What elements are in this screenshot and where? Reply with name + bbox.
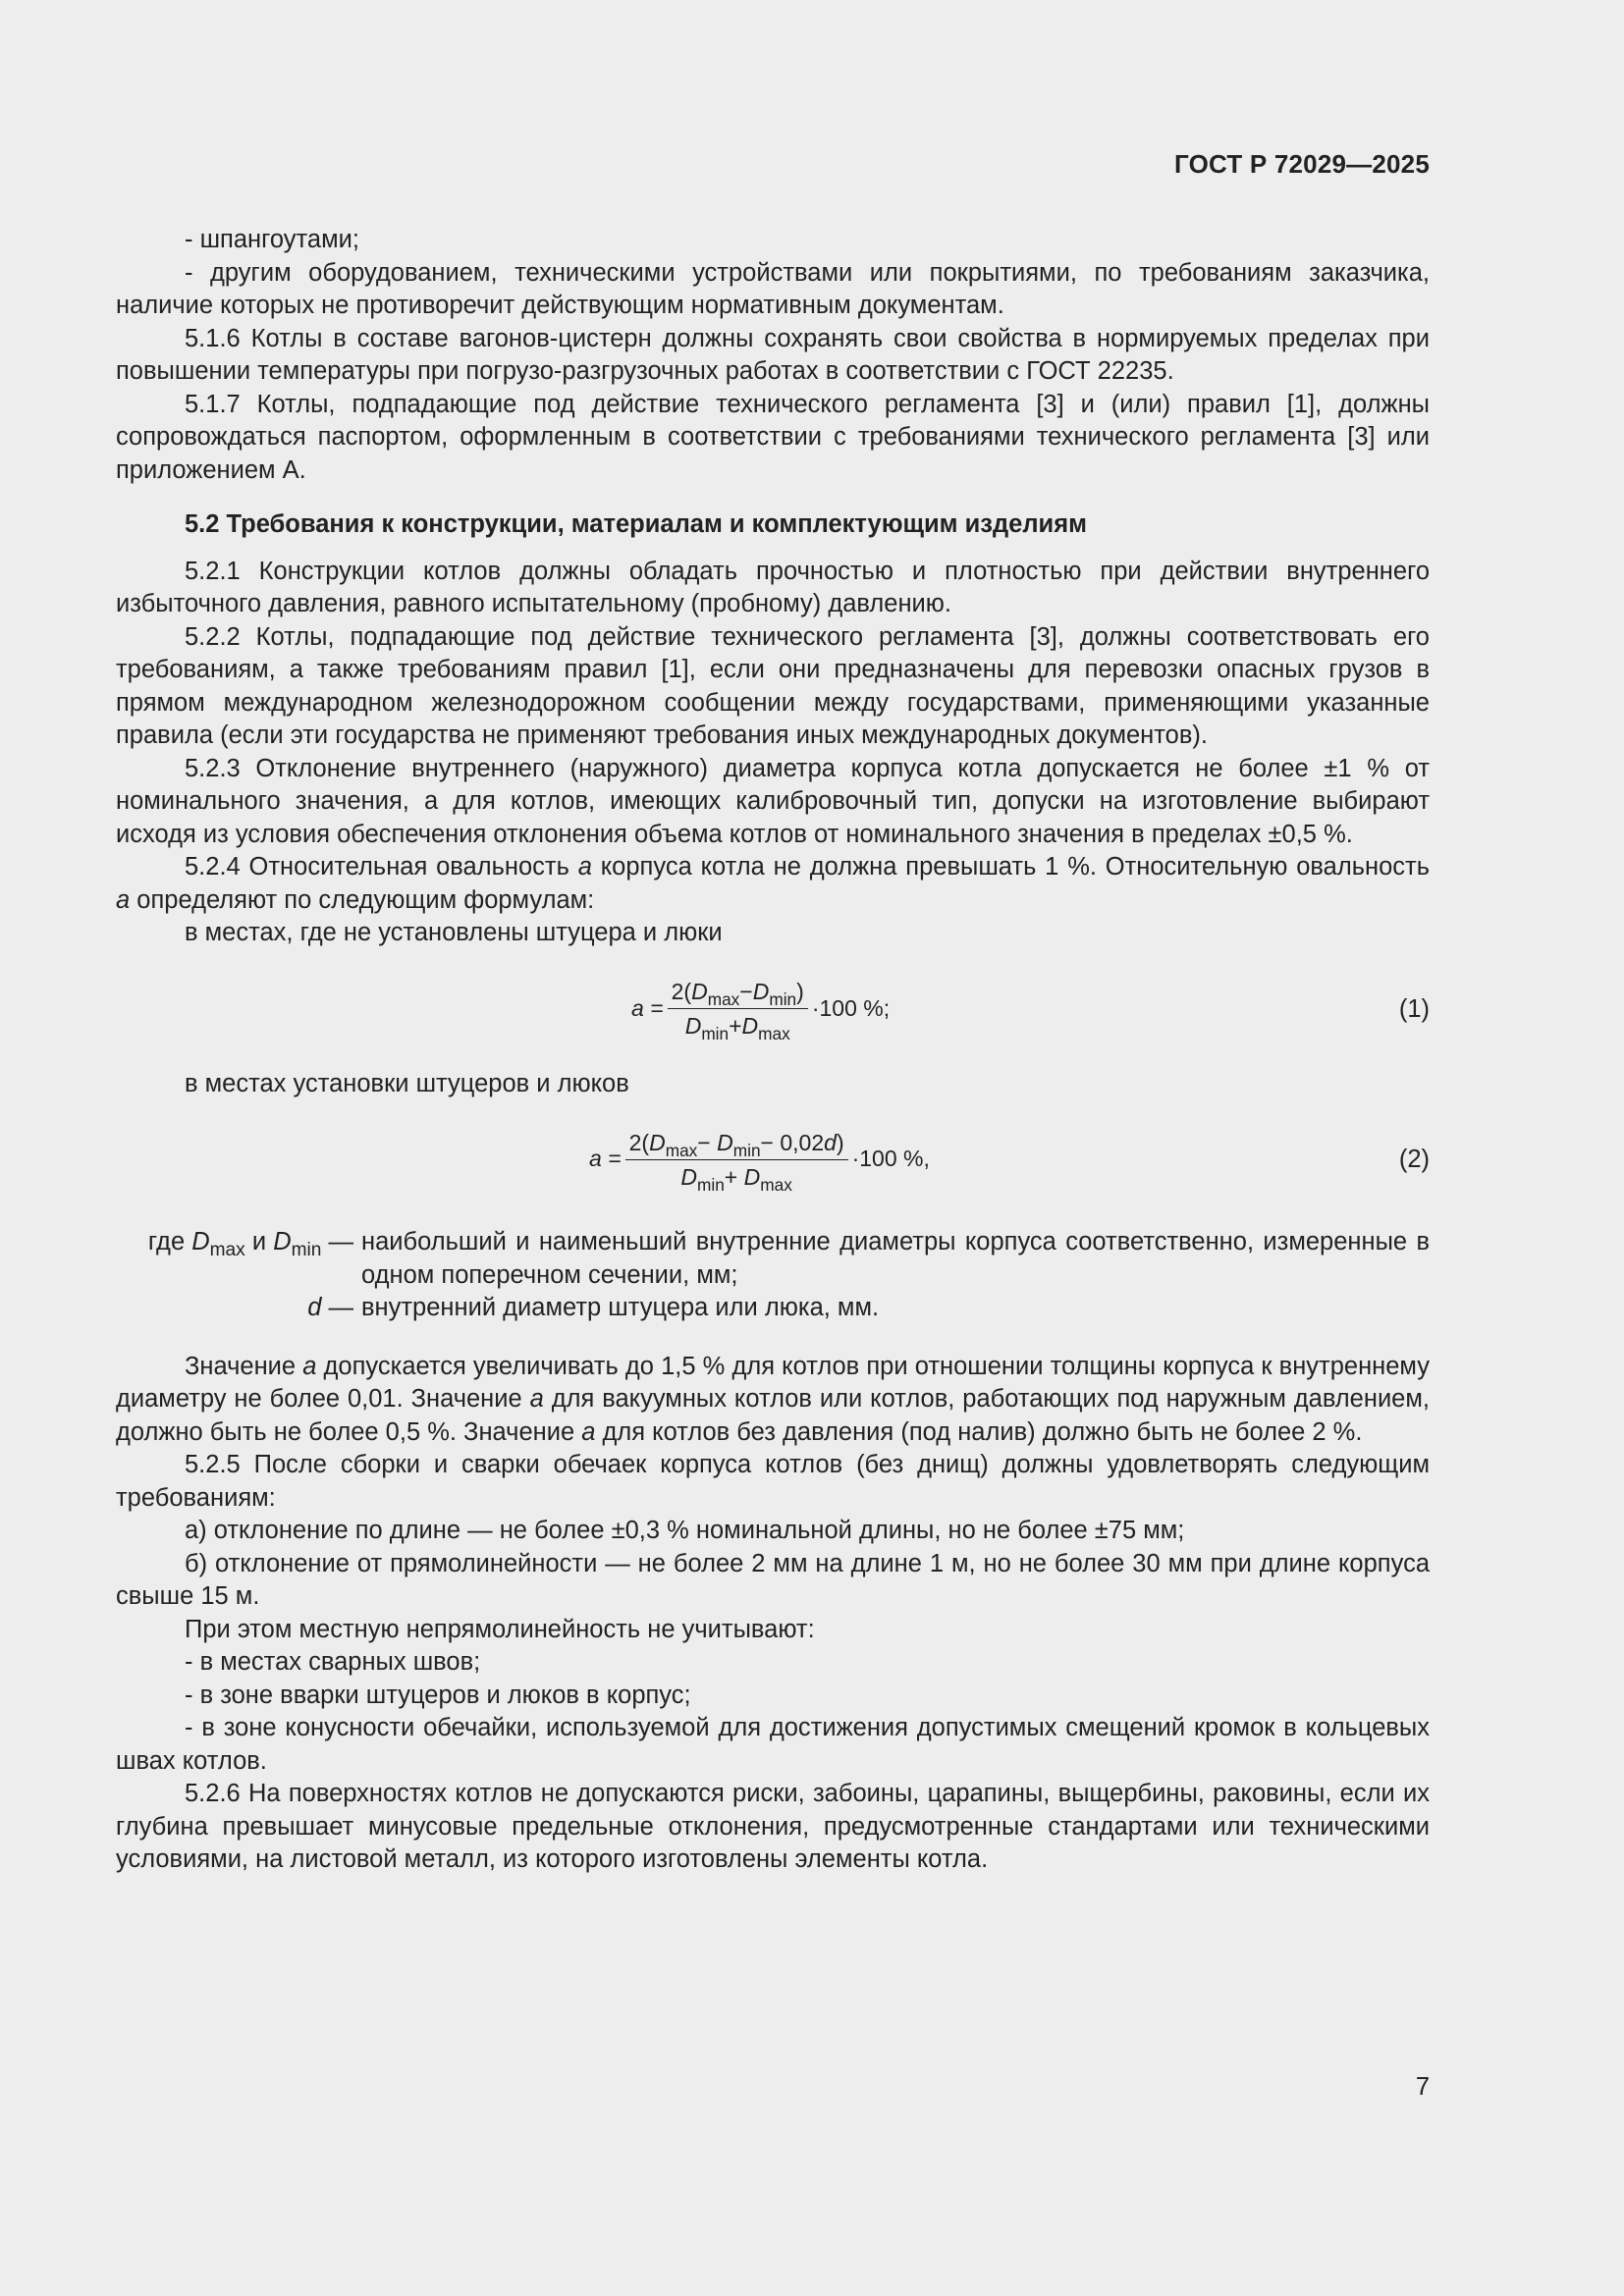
paragraph-5-2-4: 5.2.4 Относительная овальность a корпуса котла не должна превышать 1 %. Относительную овальность a определяют по следующим формулам: <box>116 853 1431 914</box>
paragraph-value-a: Значение a допускается увеличивать до 1,5 % для котлов при отношении толщины корпуса к внутреннему диаметру не более 0,01. Значение a для вакуумных котлов или котлов, работающих под наружным давлением, должно быть не более 0,5 %. Значение a для котлов без давления (под налив) должно быть не более 2 %. <box>116 1352 1430 1446</box>
formula-intro-2: в местах установки штуцеров и люков <box>185 1069 629 1097</box>
formula-1-number: (1) <box>1398 994 1430 1023</box>
page-number: 7 <box>1415 2073 1430 2101</box>
paragraph-5-1-7: 5.1.7 Котлы, подпадающие под действие технического регламента [3] и (или) правил [1], должны сопровождаться паспортом, оформленным в соответствии с требованиями технического регламента [3] или приложением А. <box>116 390 1430 484</box>
definition-row <box>116 1226 1430 1292</box>
page-content <box>116 224 1430 1877</box>
formula-2 <box>116 1116 1430 1202</box>
formula-2-fraction: $\frac{2(D_{max}- D_{min}- 0,02d)}{D_{min}+ D_{max}}$ <box>625 1129 848 1191</box>
definition-term: d — <box>307 1294 353 1321</box>
definition-term: где $D_{max}$ и $D_{min}$ — <box>147 1228 353 1260</box>
definition-text: наибольший и наименьший внутренние диаметры корпуса соответственно, измеренные в одном поперечном сечении, мм; <box>361 1228 1430 1289</box>
formula-1 <box>116 966 1430 1052</box>
list-item: - шпангоутами; <box>185 226 359 253</box>
paragraph-5-1-6: 5.1.6 Котлы в составе вагонов-цистерн должны сохранять свои свойства в нормируемых пределах при повышении температуры при погрузо-разгрузочных работах в соответствии с ГОСТ 22235. <box>116 324 1430 385</box>
definitions <box>116 1226 1430 1325</box>
formula-1-fraction: $\frac{2(D_{max}-D_{min})}{D_{min}+D_{max}}$ <box>668 978 808 1040</box>
paragraph-5-2-3: 5.2.3 Отклонение внутреннего (наружного) диаметра корпуса котла допускается не более ±1 % от номинального значения, а для котлов, имеющих калибровочный тип, допуски на изготовление выбирают исходя из условия обеспечения отклонения объема котлов от номинального значения в пределах ±0,5 %. <box>116 754 1430 848</box>
formula-1-expression: a = $\frac{2(D_{max}-D_{min})}{D_{min}+D_{max}}$ ·100 %; <box>631 979 891 1043</box>
list-item: - в зоне конусности обечайки, используемой для достижения допустимых смещений кромок в кольцевых швах котлов. <box>116 1714 1430 1775</box>
formula-2-expression: a = $\frac{2(D_{max}- D_{min}- 0,02d)}{D_{min}+ D_{max}}$ ·100 %, <box>589 1129 930 1195</box>
list-item: - в зоне вварки штуцеров и люков в корпус; <box>185 1681 691 1709</box>
paragraph: При этом местную непрямолинейность не учитывают: <box>185 1615 815 1643</box>
paragraph-5-2-6: 5.2.6 На поверхностях котлов не допускаются риски, забоины, царапины, выщербины, раковины, если их глубина превышает минусовые предельные отклонения, предусмотренные стандартами или техническими условиями, на листовой металл, из которого изготовлены элементы котла. <box>116 1780 1430 1873</box>
definition-text: внутренний диаметр штуцера или люка, мм. <box>361 1294 880 1321</box>
paragraph-5-2-5: 5.2.5 После сборки и сварки обечаек корпуса котлов (без днищ) должны удовлетворять следующим требованиям: <box>116 1451 1430 1512</box>
list-item: а) отклонение по длине — не более ±0,3 % номинальной длины, но не более ±75 мм; <box>185 1517 1185 1544</box>
list-item: - другим оборудованием, техническими устройствами или покрытиями, по требованиям заказчика, наличие которых не противоречит действующим нормативным документам. <box>116 258 1430 319</box>
definition-row <box>116 1292 1430 1325</box>
section-heading: 5.2 Требования к конструкции, материалам и комплектующим изделиям <box>185 510 1087 538</box>
formula-intro-1: в местах, где не установлены штуцера и люки <box>185 919 723 946</box>
list-item: - в местах сварных швов; <box>185 1648 481 1676</box>
formula-2-number: (2) <box>1398 1146 1430 1173</box>
paragraph-5-2-1: 5.2.1 Конструкции котлов должны обладать прочностью и плотностью при действии внутреннего избыточного давления, равного испытательному (пробному) давлению. <box>116 557 1430 617</box>
paragraph-5-2-2: 5.2.2 Котлы, подпадающие под действие технического регламента [3], должны соответствовать его требованиям, а также требованиям правил [1], если они предназначены для перевозки опасных грузов в прямом международном железнодорожном сообщении между государствами, применяющими указанные правила (если эти государства не применяют требования иных международных документов). <box>116 622 1430 749</box>
document-code: ГОСТ Р 72029—2025 <box>1174 149 1430 179</box>
list-item: б) отклонение от прямолинейности — не более 2 мм на длине 1 м, но не более 30 мм при длине корпуса свыше 15 м. <box>116 1549 1430 1610</box>
